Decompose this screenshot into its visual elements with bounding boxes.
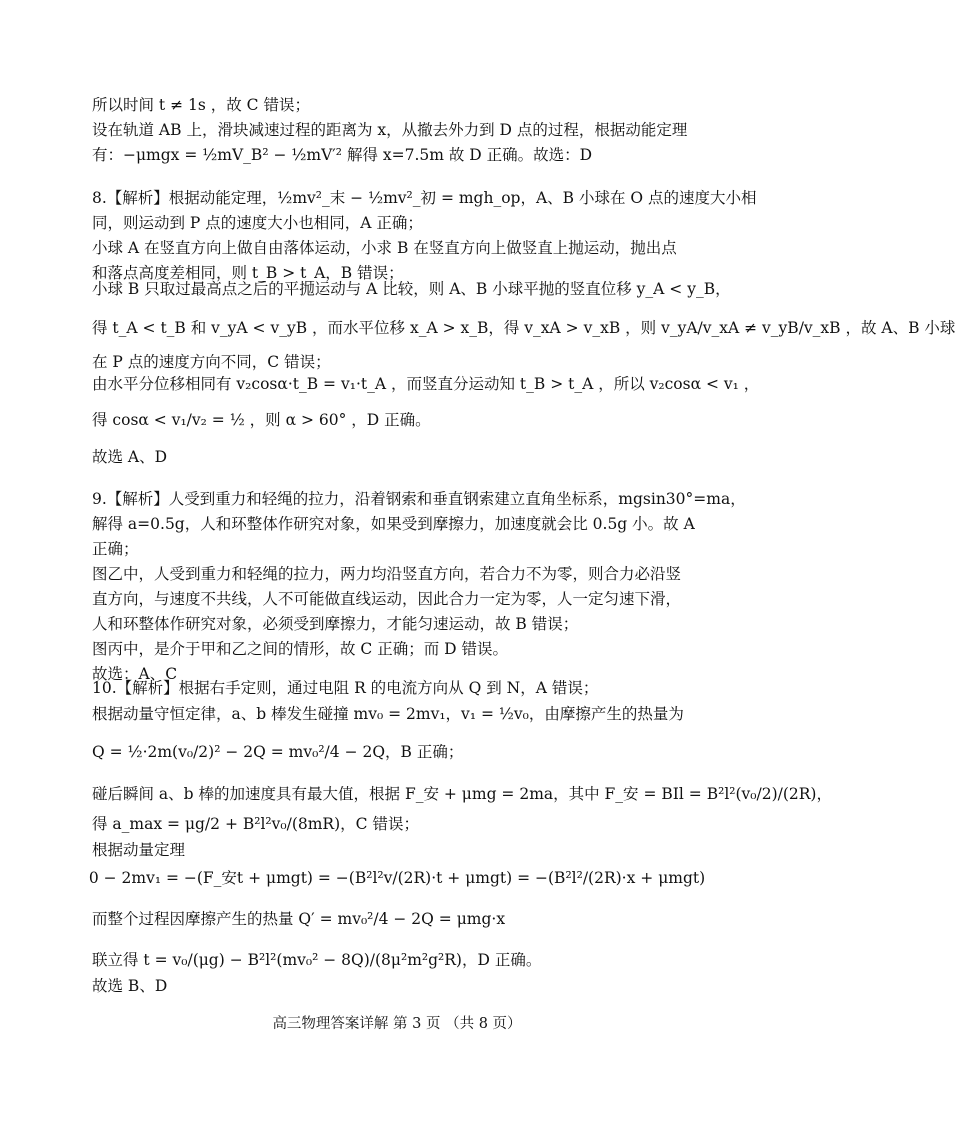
text-line: 图丙中，是介于甲和乙之间的情形，故 C 正确；而 D 错误。 — [92, 640, 508, 658]
text-line: 根据动量定理 — [92, 841, 186, 859]
text-line: 在 P 点的速度方向不同，C 错误； — [92, 353, 331, 371]
text-line: 小球 A 在竖直方向上做自由落体运动，小求 B 在竖直方向上做竖直上抛运动，抛出点 — [92, 239, 677, 257]
text-line: 9.【解析】人受到重力和轻绳的拉力，沿着钢索和垂直钢索建立直角坐标系，mgsin30°=ma， — [92, 490, 746, 508]
text-line: 碰后瞬间 a、b 棒的加速度具有最大值，根据 F_安 + μmg = 2ma，其中 F_安 = BIl = B²l²(v₀/2)/(2R)， — [92, 785, 832, 803]
text-line: 10.【解析】根据右手定则，通过电阻 R 的电流方向从 Q 到 N，A 错误； — [92, 679, 599, 697]
text-line: 得 cosα < v₁/v₂ = ½ ，则 α > 60° ，D 正确。 — [92, 411, 431, 429]
text-line: 小球 B 只取过最高点之后的平抛运动与 A 比较，则 A、B 小球平抛的竖直位移 y_A < y_B， — [92, 280, 731, 298]
text-line: 得 t_A < t_B 和 v_yA < v_yB ，而水平位移 x_A > x_B，得 v_xA > v_xB ，则 v_yA/v_xA ≠ v_yB/v_xB ，故 A、B 小球 — [92, 319, 955, 337]
text-line: 根据动量守恒定律，a、b 棒发生碰撞 mv₀ = 2mv₁，v₁ = ½v₀，由摩擦产生的热量为 — [92, 705, 684, 723]
text-line: 8.【解析】根据动能定理，½mv²_末 − ½mv²_初 = mgh_op，A、B 小球在 O 点的速度大小相 — [92, 189, 757, 207]
text-line: 故选：A、C — [92, 665, 178, 683]
text-line: 而整个过程因摩擦产生的热量 Q′ = mv₀²/4 − 2Q = μmg·x — [92, 910, 506, 928]
text-line: 故选 A、D — [92, 448, 168, 466]
text-line: 正确； — [92, 540, 139, 558]
text-line: Q = ½·2m(v₀/2)² − 2Q = mv₀²/4 − 2Q，B 正确； — [92, 743, 464, 761]
formula-line: 0 − 2mv₁ = −(F_安t + μmgt) = −(B²l²v/(2R)·t + μmgt) = −(B²l²/(2R)·x + μmgt) — [88, 869, 706, 887]
text-line: 所以时间 t ≠ 1s ，故 C 错误； — [92, 96, 310, 114]
text-line: 联立得 t = v₀/(μg) − B²l²(mv₀² − 8Q)/(8μ²m²g²R)，D 正确。 — [92, 951, 542, 969]
text-line: 直方向，与速度不共线，人不可能做直线运动，因此合力一定为零，人一定匀速下滑， — [92, 590, 682, 608]
text-line: 故选 B、D — [92, 977, 168, 995]
text-line: 得 a_max = μg/2 + B²l²v₀/(8mR)，C 错误； — [92, 815, 419, 833]
text-line: 由水平分位移相同有 v₂cosα·t_B = v₁·t_A ，而竖直分运动知 t_B > t_A ，所以 v₂cosα < v₁ ， — [92, 375, 760, 393]
text-line: 人和环整体作研究对象，必须受到摩擦力，才能匀速运动，故 B 错误； — [92, 615, 579, 633]
text-line: 和落点高度差相同，则 t_B > t_A，B 错误； — [92, 264, 404, 282]
text-line: 同，则运动到 P 点的速度大小也相同，A 正确； — [92, 214, 423, 232]
text-line: 设在轨道 AB 上，滑块减速过程的距离为 x，从撤去外力到 D 点的过程，根据动能定理 — [92, 121, 688, 139]
page-footer: 高三物理答案详解 第 3 页 （共 8 页） — [272, 1016, 522, 1032]
text-line: 有：−μmgx = ½mV_B² − ½mV′² 解得 x=7.5m 故 D 正确。故选：D — [92, 146, 593, 164]
text-line: 解得 a=0.5g，人和环整体作研究对象，如果受到摩擦力，加速度就会比 0.5g 小。故 A — [92, 515, 695, 533]
text-line: 图乙中，人受到重力和轻绳的拉力，两力均沿竖直方向，若合力不为零，则合力必沿竖 — [92, 565, 682, 583]
